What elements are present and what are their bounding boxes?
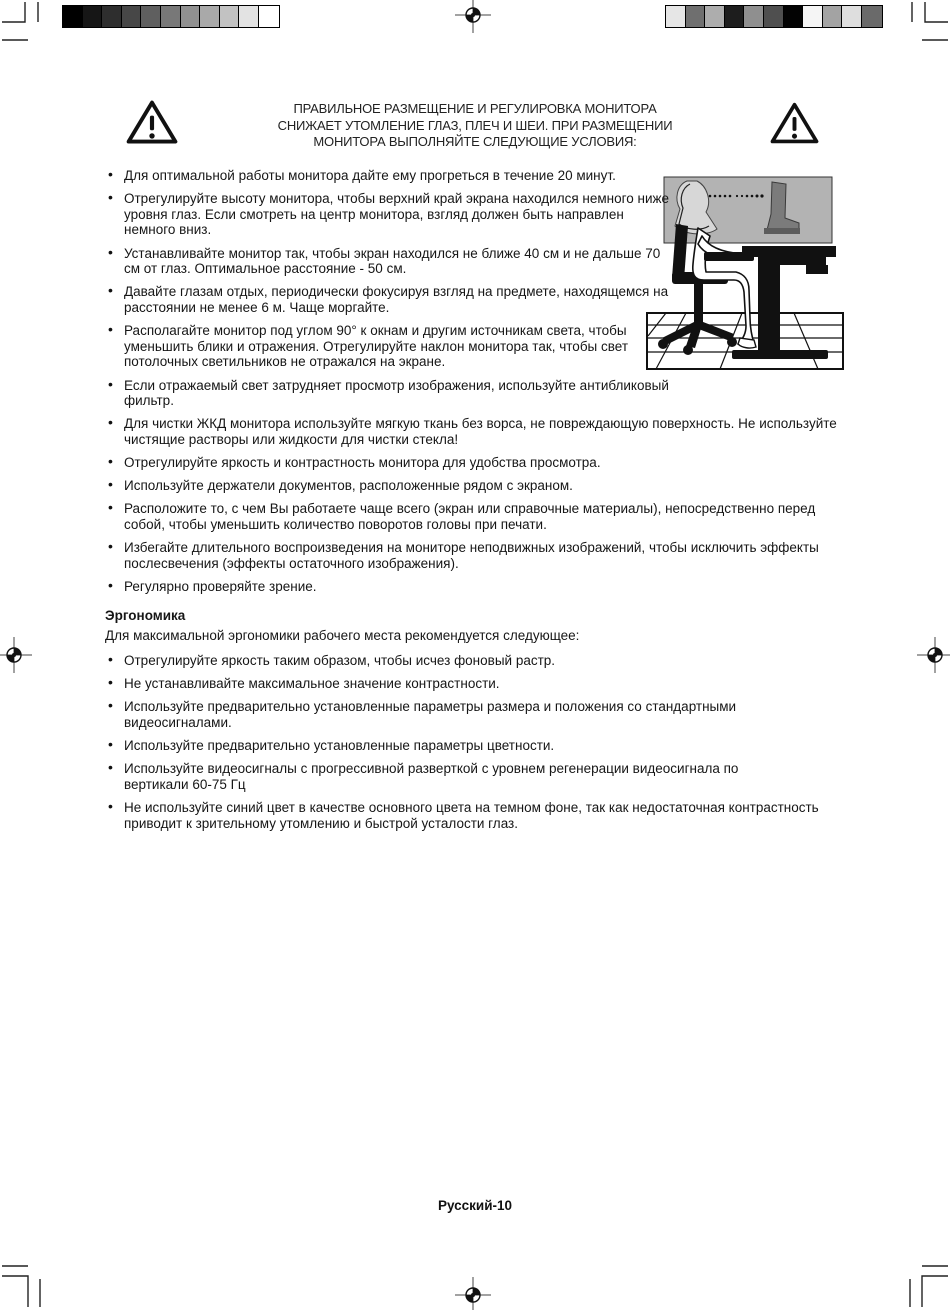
- page-number-label: Русский-10: [437, 1198, 513, 1213]
- color-patch: [181, 6, 201, 27]
- color-calibration-bar: [665, 5, 883, 28]
- crop-mark-icon: [902, 0, 950, 48]
- ergonomics-section-title: Эргономика: [105, 607, 186, 623]
- color-patch: [83, 6, 103, 27]
- registration-mark-icon: [455, 0, 491, 33]
- color-patch: [705, 6, 725, 27]
- list-item: • Используйте предварительно установленные параметры размера и положения со стандартными видеосигналами.: [105, 699, 847, 730]
- color-patch: [63, 6, 83, 27]
- warning-triangle-icon: [770, 101, 819, 146]
- color-patch: [666, 6, 686, 27]
- caution-heading: [265, 101, 685, 151]
- color-patch: [259, 6, 279, 27]
- color-patch: [725, 6, 745, 27]
- registration-mark-icon: [0, 637, 32, 673]
- grayscale-calibration-bar: [62, 5, 280, 28]
- color-patch: [803, 6, 823, 27]
- caution-heading-line3: МОНИТОРА ВЫПОЛНЯЙТЕ СЛЕДУЮЩИЕ УСЛОВИЯ:: [313, 134, 637, 149]
- ergonomics-intro: Для максимальной эргономики рабочего места рекомендуется следующее:: [105, 628, 580, 644]
- list-item: • Устанавливайте монитор так, чтобы экран находился не ближе 40 см и не дальше 70 см от глаз. Оптимальное расстояние - 50 см.: [105, 246, 672, 277]
- color-patch: [122, 6, 142, 27]
- crop-mark-icon: [0, 0, 48, 48]
- placement-guidelines-list: [105, 168, 847, 595]
- list-item: • Расположите то, с чем Вы работаете чаще всего (экран или справочные материалы), непосредственно перед собой, чтобы уменьшить количество поворотов головы при печати.: [105, 501, 847, 532]
- color-patch: [102, 6, 122, 27]
- list-item: • Отрегулируйте высоту монитора, чтобы верхний край экрана находился немного ниже уровня глаз. Если смотреть на центр монитора, взгляд должен быть направлен немного вниз.: [105, 191, 672, 238]
- color-patch: [823, 6, 843, 27]
- color-patch: [220, 6, 240, 27]
- list-item: • Избегайте длительного воспроизведения на мониторе неподвижных изображений, чтобы исключить эффекты послесвечения (эффекты остаточного изображения).: [105, 540, 847, 571]
- list-item: • Располагайте монитор под углом 90° к окнам и другим источникам света, чтобы уменьшить блики и отражения. Отрегулируйте наклон монитора так, чтобы свет потолочных светильников не отражался на экране.: [105, 323, 672, 370]
- page-content: [105, 168, 847, 839]
- list-item: • Не устанавливайте максимальное значение контрастности.: [105, 676, 847, 692]
- color-patch: [744, 6, 764, 27]
- caution-heading-line1: ПРАВИЛЬНОЕ РАЗМЕЩЕНИЕ И РЕГУЛИРОВКА МОНИТОРА: [293, 101, 657, 116]
- ergonomics-list: [105, 653, 847, 831]
- list-item: • Не используйте синий цвет в качестве основного цвета на темном фоне, так как недостаточная контрастность приводит к зрительному утомлению и быстрой усталости глаз.: [105, 800, 847, 831]
- color-patch: [200, 6, 220, 27]
- list-item: • Давайте глазам отдых, периодически фокусируя взгляд на предмете, находящемся на расстоянии не менее 6 м. Чаще моргайте.: [105, 284, 672, 315]
- list-item: • Используйте предварительно установленные параметры цветности.: [105, 738, 847, 754]
- list-item: • Регулярно проверяйте зрение.: [105, 579, 847, 595]
- registration-mark-icon: [917, 637, 950, 673]
- list-item: • Используйте держатели документов, расположенные рядом с экраном.: [105, 478, 847, 494]
- color-patch: [686, 6, 706, 27]
- list-item: • Отрегулируйте яркость таким образом, чтобы исчез фоновый растр.: [105, 653, 847, 669]
- registration-mark-icon: [455, 1277, 491, 1310]
- list-item: • Для оптимальной работы монитора дайте ему прогреться в течение 20 минут.: [105, 168, 672, 184]
- warning-triangle-icon: [126, 99, 178, 146]
- color-patch: [239, 6, 259, 27]
- color-patch: [862, 6, 882, 27]
- list-item: • Для чистки ЖКД монитора используйте мягкую ткань без ворса, не повреждающую поверхность. Не используйте чистящие растворы или жидкости для чистки стекла!: [105, 416, 847, 447]
- caution-heading-line2: СНИЖАЕТ УТОМЛЕНИЕ ГЛАЗ, ПЛЕЧ И ШЕИ. ПРИ РАЗМЕЩЕНИИ: [277, 117, 673, 133]
- crop-mark-icon: [902, 1261, 950, 1309]
- color-patch: [842, 6, 862, 27]
- color-patch: [141, 6, 161, 27]
- color-patch: [161, 6, 181, 27]
- list-item: • Если отражаемый свет затрудняет просмотр изображения, используйте антибликовый фильтр.: [105, 378, 672, 409]
- color-patch: [784, 6, 804, 27]
- crop-mark-icon: [0, 1261, 48, 1309]
- color-patch: [764, 6, 784, 27]
- list-item: • Отрегулируйте яркость и контрастность монитора для удобства просмотра.: [105, 455, 847, 471]
- list-item: • Используйте видеосигналы с прогрессивной разверткой с уровнем регенерации видеосигнала по вертикали 60-75 Гц: [105, 761, 792, 792]
